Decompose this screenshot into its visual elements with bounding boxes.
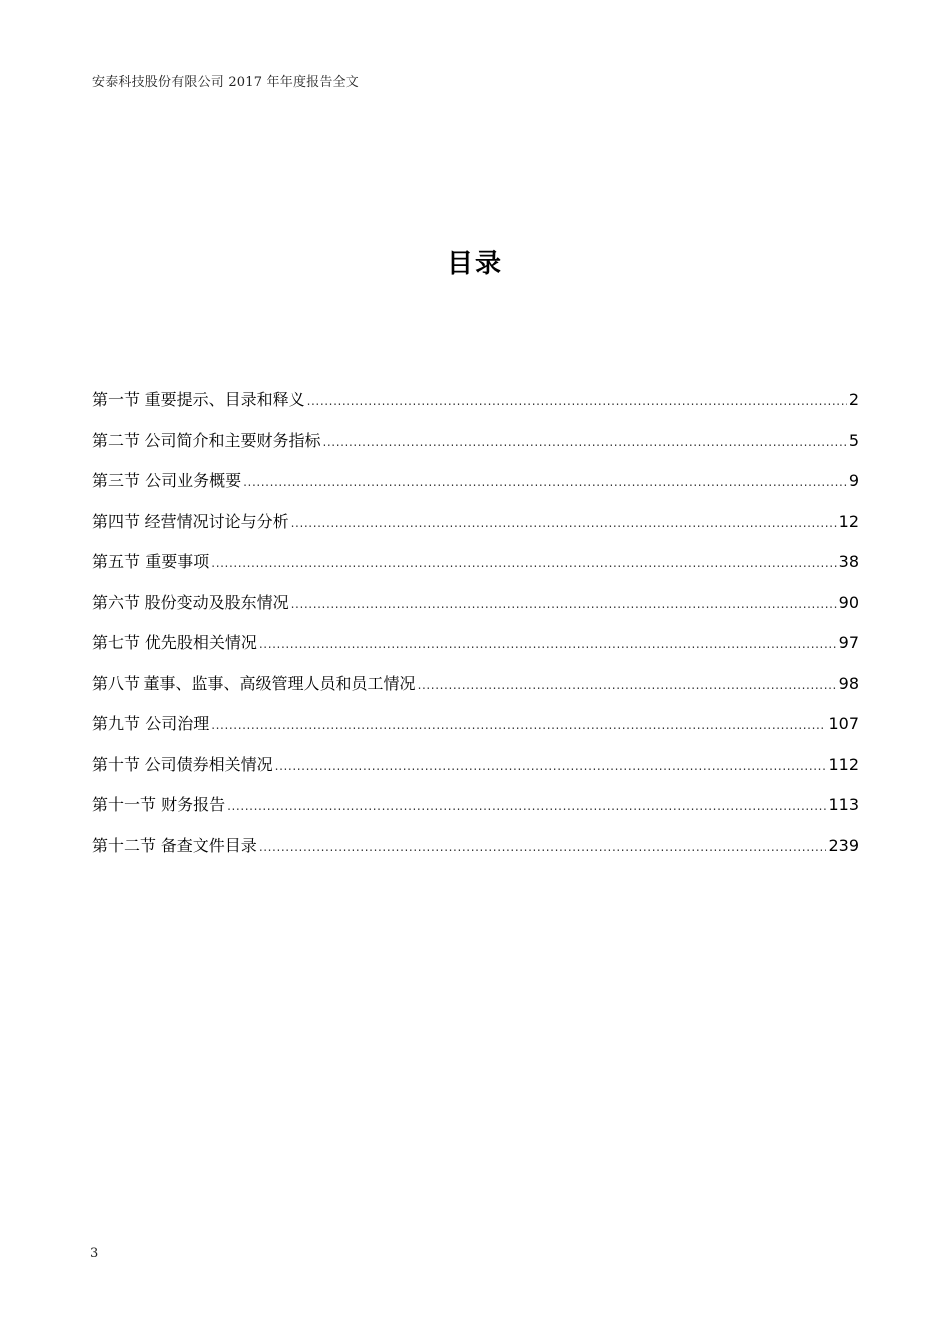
dot-leader <box>259 840 827 854</box>
toc-page-number: 107 <box>828 714 859 733</box>
toc-entry-2[interactable] <box>92 428 859 469</box>
toc-section-title: 经营情况讨论与分析 <box>144 511 289 531</box>
toc-section-number: 第四节 <box>92 511 141 531</box>
toc-page-number: 97 <box>838 633 859 652</box>
toc-entry-1[interactable] <box>92 387 859 428</box>
toc-entry-6[interactable] <box>92 590 859 631</box>
toc-section-number: 第十一节 <box>92 795 157 814</box>
toc-page-number: 112 <box>828 754 859 774</box>
toc-entry-3[interactable] <box>92 468 859 509</box>
toc-section-title: 董事、监事、高级管理人员和员工情况 <box>143 673 416 693</box>
toc-page-number: 38 <box>838 552 859 571</box>
dot-leader <box>211 556 836 570</box>
toc-page-number: 2 <box>848 390 859 409</box>
toc-section-number: 第五节 <box>92 552 141 571</box>
toc-entry-9[interactable] <box>92 711 859 752</box>
toc-section-number: 第七节 <box>92 633 141 652</box>
toc-entry-5[interactable] <box>92 549 859 590</box>
dot-leader <box>259 637 837 651</box>
toc-section-title: 公司业务概要 <box>145 471 242 490</box>
toc-page-number: 5 <box>848 430 859 450</box>
toc-section-title: 公司治理 <box>145 714 210 733</box>
table-of-contents <box>92 387 859 873</box>
toc-page-number: 9 <box>848 471 859 490</box>
toc-section-number: 第九节 <box>92 714 141 733</box>
toc-section-number: 第八节 <box>92 673 141 693</box>
toc-section-number: 第一节 <box>92 390 141 409</box>
dot-leader <box>291 516 837 530</box>
dot-leader <box>322 435 846 449</box>
dot-leader <box>243 475 847 489</box>
toc-section-number: 第六节 <box>92 592 141 612</box>
toc-page-number: 98 <box>838 673 859 693</box>
dot-leader <box>227 799 826 813</box>
toc-section-title: 备查文件目录 <box>160 835 257 855</box>
dot-leader <box>418 678 837 692</box>
toc-entry-7[interactable] <box>92 630 859 671</box>
toc-page-number: 90 <box>838 592 859 612</box>
toc-section-number: 第二节 <box>92 430 141 450</box>
toc-section-number: 第十节 <box>92 754 141 774</box>
toc-entry-4[interactable] <box>92 509 859 550</box>
dot-leader <box>291 597 837 611</box>
toc-section-number: 第三节 <box>92 471 141 490</box>
toc-entry-8[interactable] <box>92 671 859 712</box>
toc-section-title: 股份变动及股东情况 <box>144 592 289 612</box>
dot-leader <box>211 718 826 732</box>
toc-page-number: 113 <box>828 795 859 814</box>
toc-entry-10[interactable] <box>92 752 859 793</box>
page-number: 3 <box>90 1246 99 1261</box>
dot-leader <box>275 759 827 773</box>
toc-page-number: 12 <box>838 511 859 531</box>
toc-section-title: 公司债券相关情况 <box>144 754 273 774</box>
page-title: 目录 <box>446 249 503 280</box>
toc-entry-11[interactable] <box>92 792 859 833</box>
toc-entry-12[interactable] <box>92 833 859 874</box>
running-header: 安泰科技股份有限公司 2017 年年度报告全文 <box>92 75 359 90</box>
toc-section-title: 财务报告 <box>161 795 226 814</box>
toc-page-number: 239 <box>828 835 859 855</box>
dot-leader <box>307 394 847 408</box>
toc-section-title: 公司简介和主要财务指标 <box>144 430 321 450</box>
toc-section-number: 第十二节 <box>92 835 157 855</box>
toc-section-title: 重要提示、目录和释义 <box>144 390 305 409</box>
toc-section-title: 优先股相关情况 <box>144 633 257 652</box>
toc-section-title: 重要事项 <box>145 552 210 571</box>
